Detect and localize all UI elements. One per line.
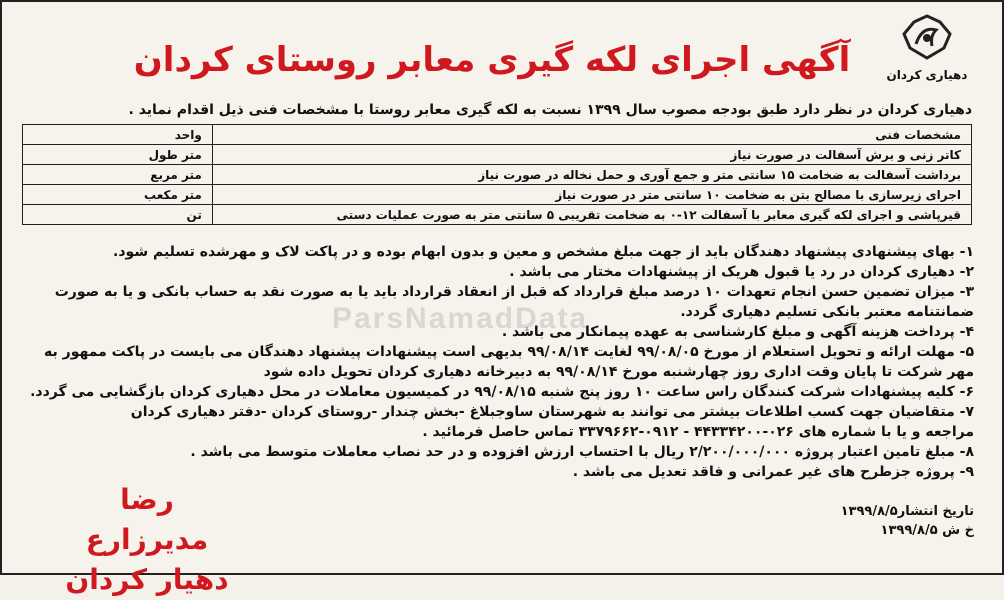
condition-item: ۵- مهلت ارائه و تحویل استعلام از مورخ ۹۹/۰۸/۰۵ لغایت ۹۹/۰۸/۱۴ بدیهی است پیشنهادات پیشنهاد دهندگان می بایست در پاکت ممهور به مهر شرکت تا پایان وقت اداری روز چهارشنبه مورخ ۹۹/۰۸/۱۴ به دبیرخانه دهیاری کردان تحویل داده شود	[44, 344, 974, 380]
table-row	[23, 185, 972, 205]
condition-item: ۱- بهای پیشنهادی پیشنهاد دهندگان باید از جهت مبلغ مشخص و معین و بدون ابهام بوده و در پاکت لاک و مهرشده تسلیم شود.	[113, 244, 974, 260]
table-row	[23, 145, 972, 165]
logo	[872, 14, 982, 84]
header-spec: مشخصات فنی	[212, 125, 971, 145]
row-spec: قیرپاشی و اجرای لکه گیری معابر با آسفالت ۱۲-۰ به ضخامت تقریبی ۵ سانتی متر به صورت عملیات دستی	[212, 205, 971, 225]
watermark: ParsNamadData	[332, 302, 589, 335]
table-row	[23, 165, 972, 185]
notice-title: آگهی اجرای لکه گیری معابر روستای کردان	[133, 40, 851, 80]
header-unit: واحد	[23, 125, 213, 145]
table-header-row	[23, 125, 972, 145]
row-spec: اجرای زیرسازی با مصالح بتن به ضخامت ۱۰ سانتی متر در صورت نیاز	[212, 185, 971, 205]
signature-block	[57, 480, 237, 600]
row-unit: متر طول	[23, 145, 213, 165]
row-spec: کاتر زنی و برش آسفالت در صورت نیاز	[212, 145, 971, 165]
publish-info	[841, 502, 974, 540]
condition-item: ۷- متقاضیان جهت کسب اطلاعات بیشتر می توانند به شهرستان ساوجبلاغ -بخش چندار -روستای کردان -دفتر دهیاری کردان مراجعه و یا با شماره های ۰۲۶-۴۴۳۳۴۲۰۰ - ۰۹۱۲-۳۳۷۹۶۶۲ تماس حاصل فرمائید .	[130, 404, 974, 440]
condition-item: ۶- کلیه پیشنهادات شرکت کنندگان راس ساعت ۱۰ روز پنج شنبه ۹۹/۰۸/۱۵ در کمیسیون معاملات در محل دهیاری کردان بازگشایی می گردد.	[30, 384, 974, 400]
logo-caption: دهیاری کردان	[886, 68, 968, 82]
conditions-list	[14, 242, 974, 482]
row-unit: متر مکعب	[23, 185, 213, 205]
condition-item: ۲- دهیاری کردان در رد یا قبول هریک از پیشنهادات مختار می باشد .	[509, 264, 974, 280]
dehyari-logo-icon	[892, 14, 962, 62]
condition-item: ۹- پروژه جزطرح های غیر عمرانی و فاقد تعدیل می باشد .	[572, 464, 974, 480]
row-spec: برداشت آسفالت به ضخامت ۱۵ سانتی متر و جمع آوری و حمل نخاله در صورت نیاز	[212, 165, 971, 185]
signature-name: رضا مدیرزارع	[85, 483, 209, 556]
publish-code: خ ش ۱۳۹۹/۸/۵	[880, 523, 974, 538]
row-unit: تن	[23, 205, 213, 225]
condition-item: ۴- پرداخت هزینه آگهی و مبلغ کارشناسی به عهده پیمانکار می باشد .	[501, 324, 974, 340]
condition-item: ۳- میزان تضمین حسن انجام تعهدات ۱۰ درصد مبلغ قرارداد که قبل از انعقاد قرارداد باید یا به صورت نقد به حساب بانکی و یا به صورت ضمانتنامه معتبر بانکی تسلیم دهیاری گردد.	[54, 284, 974, 320]
publish-date: تاریخ انتشار۱۳۹۹/۸/۵	[840, 504, 974, 519]
table-row	[23, 205, 972, 225]
intro-text: دهیاری کردان در نظر دارد طبق بودجه مصوب سال ۱۳۹۹ نسبت به لکه گیری معابر روستا با مشخصات فنی ذیل اقدام نماید .	[128, 102, 972, 118]
specs-table	[22, 124, 972, 225]
signature-role: دهیار کردان	[65, 563, 229, 596]
condition-item: ۸- مبلغ تامین اعتبار پروژه ۲/۲۰۰/۰۰۰/۰۰۰ ریال با احتساب ارزش افزوده و در حد نصاب معاملات متوسط می باشد .	[190, 444, 974, 460]
row-unit: متر مربع	[23, 165, 213, 185]
